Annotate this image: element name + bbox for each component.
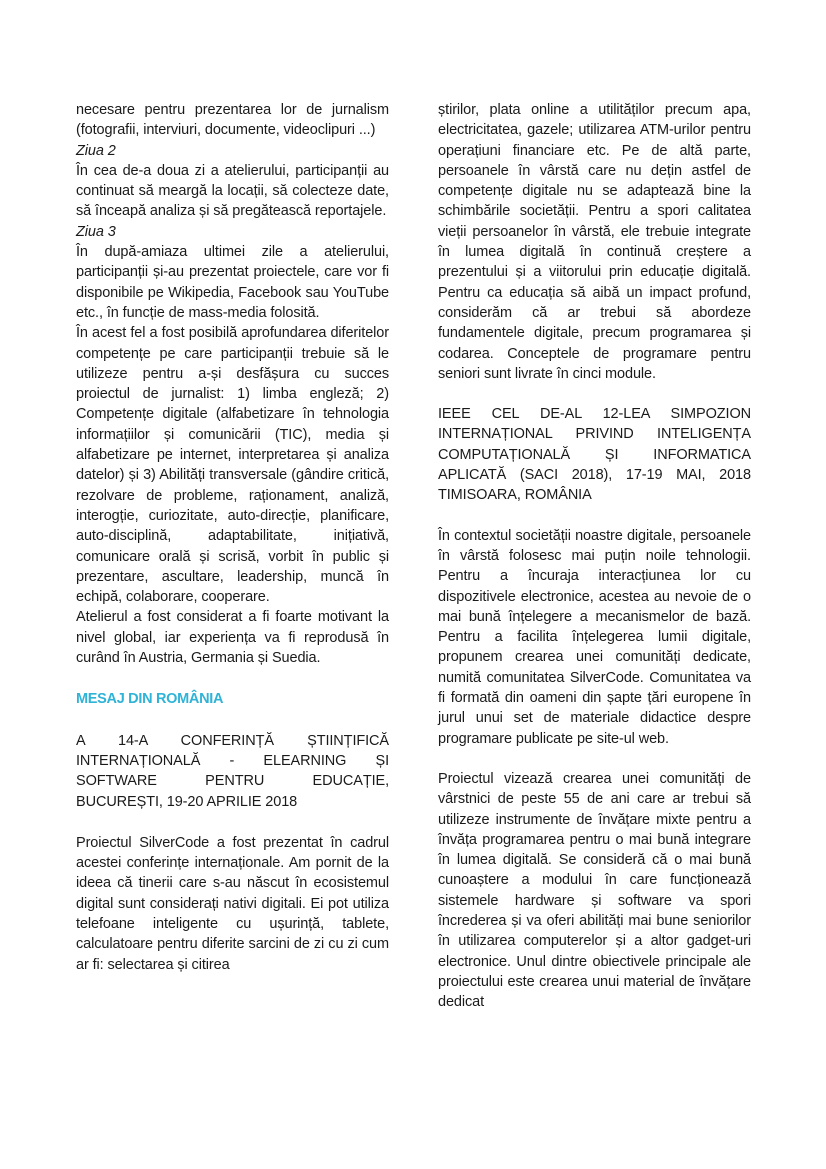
section-heading-romania: MESAJ DIN ROMÂNIA xyxy=(76,691,224,708)
paragraph-skills: În acest fel a fost posibilă aprofundarea diferitelor competențe pe care participanții trebuie să le utilizeze pentru a-și desfășura cu succes proiectul de jurnalist: 1) limba engleză; 2) Competențe digitale (alfabetizare în tehnologia informațiilor și comunicării (TIC), media și alfabetizare pe internet, interpretarea și analiza datelor) și 3) Abilități transversale (gândire critică, rezolvare de probleme, raționament, analiză, interogție, curiozitate, auto-direcție, planificare, auto-disciplină, adaptabilitate, inițiativă, comunicare orală și scrisă, vorbit în public și prezentare, ascultare, leadership, muncă în echipă, colaborare, cooperare. xyxy=(76,325,389,606)
day-3-label: Ziua 3 xyxy=(76,223,116,240)
paragraph-silvercode: Proiectul SilverCode a fost prezentat în cadrul acestei conferințe internaționale. Am pornit de la ideea că tinerii care s-au născut în ecosistemul digital sunt considerați nativi digitali. Ei pot utiliza telefoane inteligente cu ușurință, tablete, calculatoare pentru diferite sarcini de zi cu zi cum ar fi: selectarea și citirea xyxy=(76,834,389,973)
paragraph-motivating: Atelierul a fost considerat a fi foarte motivant la nivel global, iar experiența va fi reprodusă în curând în Austria, Germania și Suedia. xyxy=(76,609,389,667)
paragraph-context: În contextul societății noastre digitale, persoanele în vârstă folosesc mai puțin noile tehnologii. Pentru a încuraja interacțiunea lor cu dispozitivele electronice, acestea au nevoie de o mai bună înțelegere a mecanismelor de bază. Pentru a facilita înțelegerea lumii digitale, propunem crearea unei comunități dedicate, numită comunitatea SilverCode. Comunitatea va fi formată din oameni din șapte țări europene în jurul unui set de materiale didactice despre programare publicate pe site-ul web. xyxy=(438,527,751,747)
paragraph-news: știrilor, plata online a utilităților precum apa, electricitatea, gazele; utilizarea ATM-urilor pentru operațiuni financiare etc. Pe de altă parte, persoanele în vârstă care nu dețin astfel de competențe digitale nu se adaptează bine la schimbările societății. Pentru a spori calitatea vieții persoanelor în vârstă, ele trebuie integrate în lumea digitală în continuă creștere a prezentului și a viitorului prin educație digitală. Pentru ca educația să aibă un impact profund, considerăm că ar trebui să abordeze fundamentele digitale, precum programarea și codarea. Conceptele de programare pentru seniori sunt livrate în cinci module. xyxy=(438,102,751,382)
left-column xyxy=(76,100,389,975)
conference-title: A 14-A CONFERINȚĂ ȘTIINȚIFICĂ INTERNAȚIONALĂ - ELEARNING ȘI SOFTWARE PENTRU EDUCAȚIE, BUCUREȘTI, 19-20 APRILIE 2018 xyxy=(76,732,389,810)
paragraph-project: Proiectul vizează crearea unei comunități de vârstnici de peste 55 de ani care ar trebui să utilizeze instrumente de învățare mixte pentru a învăța programarea pentru o mai bună integrare în lumea digitală. Se consideră că o mai bună cunoaștere a modului în care funcționează sistemele hardware și software va spori încrederea și va oferi abilități mai bune seniorilor în utilizarea computerelor și a altor gadget-uri electronice. Unul dintre obiectivele principale ale proiectului este crearea unui material de învățare dedicat xyxy=(438,770,751,1011)
symposium-title: IEEE CEL DE-AL 12-LEA SIMPOZION INTERNAȚIONAL PRIVIND INTELIGENȚA COMPUTAȚIONALĂ ȘI INFORMATICA APLICATĂ (SACI 2018), 17-19 MAI, 2018 TIMISOARA, ROMÂNIA xyxy=(438,406,751,504)
right-column xyxy=(438,100,751,1012)
day-2-label: Ziua 2 xyxy=(76,142,116,159)
paragraph-materials: necesare pentru prezentarea lor de jurnalism (fotografii, interviuri, documente, videoclipuri ...) xyxy=(76,102,389,139)
paragraph-day-2: În cea de-a doua zi a atelierului, participanții au continuat să meargă la locații, să colecteze date, să înceapă analiza și să pregătească reportajele. xyxy=(76,162,389,220)
paragraph-day-3: În după-amiaza ultimei zile a atelierului, participanții și-au prezentat proiectele, care vor fi disponibile pe Wikipedia, Facebook sau YouTube etc., în funcție de mass-media folosită. xyxy=(76,244,389,321)
